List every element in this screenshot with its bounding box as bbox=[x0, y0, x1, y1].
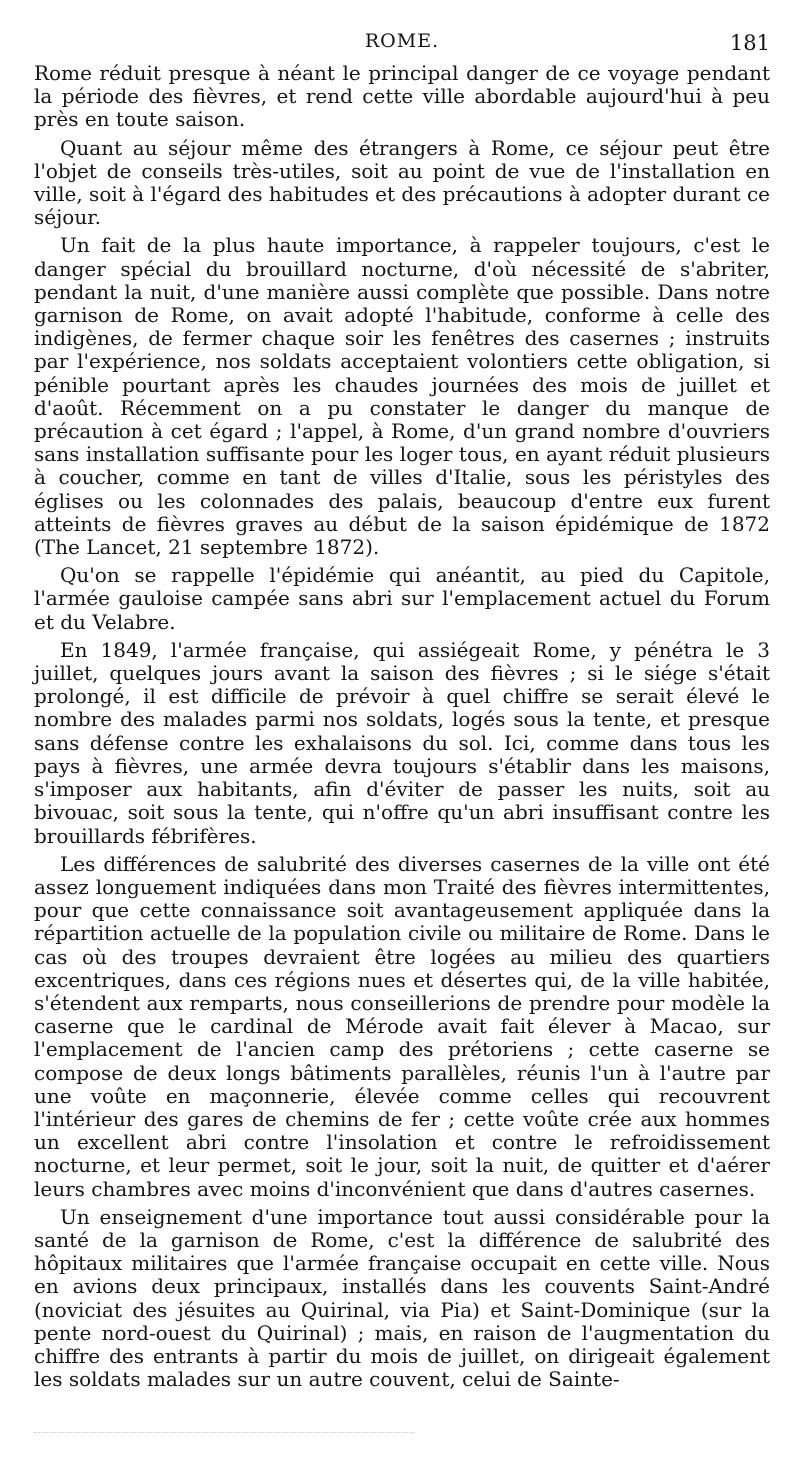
scan-artifact-line bbox=[34, 1432, 414, 1434]
paragraph-7: Un enseignement d'une importance tout aussi considérable pour la santé de la garnison de Rome, c'est la différence de salubrité des hôpitaux militaires que l'armée française occupait en cette ville. Nous en avions deux principaux, installés dans les couvents Saint-André (noviciat des jésuites au Quirinal, via Pia) et Saint-Dominique (sur la pente nord-ouest du Quirinal) ; mais, en raison de l'augmentation du chiffre des entrants à partir du mois de juillet, on dirigeait également les soldats malades sur un autre couvent, celui de Sainte- bbox=[34, 1204, 770, 1392]
paragraph-6: Les différences de salubrité des diverses casernes de la ville ont été assez longuement indiquées dans mon Traité des fièvres intermittentes, pour que cette connaissance soit avantageusement appliquée dans la répartition actuelle de la population civile ou militaire de Rome. Dans le cas où des troupes devraient être logées au milieu des quartiers excentriques, dans ces régions nues et désertes qui, de la ville habitée, s'étendent aux remparts, nous conseillerions de prendre pour modèle la caserne que le cardinal de Mérode avait fait élever à Macao, sur l'emplacement de l'ancien camp des prétoriens ; cette caserne se compose de deux longs bâtiments parallèles, réunis l'un à l'autre par une voûte en maçonnerie, élevée comme celles qui recouvrent l'intérieur des gares de chemins de fer ; cette voûte crée aux hommes un excellent abri contre l'insolation et contre le refroidissement nocturne, et leur permet, soit le jour, soit la nuit, de quitter et d'aérer leurs chambres avec moins d'inconvénient que dans d'autres casernes. bbox=[34, 851, 770, 1201]
paragraph-3: Un fait de la plus haute importance, à rappeler toujours, c'est le danger spécial du brouillard nocturne, d'où nécessité de s'abriter, pendant la nuit, d'une manière aussi complète que possible. Dans notre garnison de Rome, on avait adopté l'habitude, conforme à celle des indigènes, de fermer chaque soir les fenêtres des casernes ; instruits par l'expérience, nos soldats acceptaient volontiers cette obligation, si pénible pourtant après les chaudes journées des mois de juillet et d'août. Récemment on a pu constater le danger du manque de précaution à cet égard ; l'appel, à Rome, d'un grand nombre d'ouvriers sans installation suffisante pour les loger tous, en ayant réduit plusieurs à coucher, comme en tant de villes d'Italie, sous les péristyles des églises ou les colonnades des palais, beaucoup d'entre eux furent atteints de fièvres graves au début de la saison épidémique de 1872 (The Lancet, 21 septembre 1872). bbox=[34, 233, 770, 560]
running-title: ROME. bbox=[364, 30, 440, 52]
page-header bbox=[34, 30, 770, 58]
paragraph-5: En 1849, l'armée française, qui assiégeait Rome, y pénétra le 3 juillet, quelques jours avant la saison des fièvres ; si le siége s'était prolongé, il est difficile de prévoir à quel chiffre se serait élevé le nombre des malades parmi nos soldats, logés sous la tente, et presque sans défense contre les exhalaisons du sol. Ici, comme dans tous les pays à fièvres, une armée devra toujours s'établir dans les maisons, s'imposer aux habitants, afin d'éviter de passer les nuits, soit au bivouac, soit sous la tente, qui n'offre qu'un abri insuffisant contre les brouillards fébrifères. bbox=[34, 637, 770, 848]
paragraph-1: Rome réduit presque à néant le principal danger de ce voyage pendant la période des fièvres, et rend cette ville abordable aujourd'hui à peu près en toute saison. bbox=[34, 61, 770, 132]
page-number: 181 bbox=[729, 31, 770, 55]
paragraph-4: Qu'on se rappelle l'épidémie qui anéantit, au pied du Capitole, l'armée gauloise campée sans abri sur l'emplacement actuel du Forum et du Velabre. bbox=[34, 563, 770, 634]
body-text bbox=[34, 62, 770, 1396]
paragraph-2: Quant au séjour même des étrangers à Rome, ce séjour peut être l'objet de conseils très-utiles, soit au point de vue de l'installation en ville, soit à l'égard des habitudes et des précautions à adopter durant ce séjour. bbox=[34, 135, 770, 230]
